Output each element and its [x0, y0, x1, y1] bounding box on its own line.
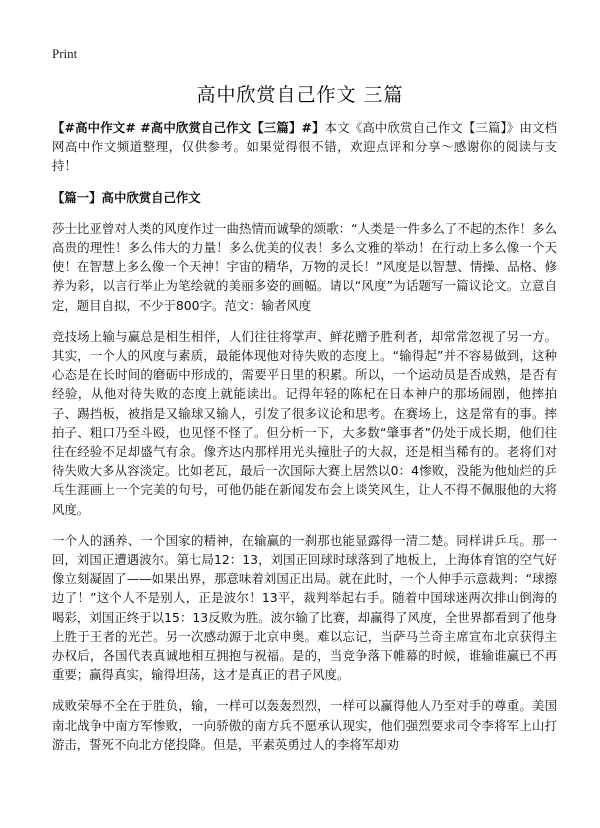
- intro-tags: 【#高中作文# #高中欣赏自己作文【三篇】#】: [52, 120, 325, 135]
- intro-paragraph: [52, 118, 557, 176]
- intro-text: 本文《高中欣赏自己作文【三篇】》由文档网高中作文频道整理，仅供参考。如果觉得很不错，欢迎点评和分享～感谢你的阅读与支持！: [52, 120, 557, 174]
- document-title: 高中欣赏自己作文 三篇: [196, 84, 404, 106]
- print-label[interactable]: Print: [52, 46, 78, 61]
- body-paragraph-2: 竞技场上输与赢总是相生相伴，人们往往将掌声、鲜花赠予胜利者，却常常忽视了另一方。其实，一个人的风度与素质，最能体现他对待失败的态度上。“输得起”并不容易做到，这种心态是在长时间的磨砺中形成的，需要平日里的积累。所以，一个运动员是否成熟，是否有经验，从他对待失败的态度上就能读出。记得年轻的陈杞在日本神户的那场闹剧，他摔拍子、踢挡板，被指是又输球又输人，引发了很多议论和思考。在赛场上，这是常有的事。摔拍子、粗口乃至斗殴，也见怪不怪了。但分析一下，大多数“肇事者”仍处于成长期，他们往往在经验不足却盛气有余。像齐达内那样用光头撞肚子的大叔，还是相当稀有的。老将们对待失败大多从容淡定。比如老瓦，最后一次国际大赛上居然以0：4惨败，没能为他灿烂的乒乓生涯画上一个完美的句号，可他仍能在新闻发布会上谈笑风生，让人不得不佩服他的大将风度。: [52, 328, 557, 517]
- body-paragraph-1: 莎士比亚曾对人类的风度作过一曲热情而诚挚的颂歌：“人类是一件多么了不起的杰作！多么高贵的理性！多么伟大的力量！多么优美的仪表！多么文雅的举动！在行动上多么像一个天使！在智慧上多么像一个天神！宇宙的精华，万物的灵长！”风度是以智慧、情操、品格、修养为彩，以言行举止为笔绘就的美丽多姿的画幅。请以“风度”为话题写一篇议论文。立意自定，题目自拟，不少于800字。范文：输者风度: [52, 220, 557, 313]
- section-heading: 【篇一】高中欣赏自己作文: [52, 189, 201, 205]
- document-body: [52, 118, 557, 766]
- body-paragraph-3: 一个人的涵养、一个国家的精神，在输赢的一刹那也能显露得一清二楚。同样讲乒乓。那一回，刘国正遭遇波尔。第七局12：13，刘国正回球时球落到了地板上，上海体育馆的空气好像立刻凝固了——如果出界，那意味着刘国正出局。就在此时，一个人伸手示意裁判：“球擦边了！”这个人不是别人，正是波尔！13平，裁判举起右手。随着中国球迷两次排山倒海的喝彩，刘国正终于以15：13反败为胜。波尔输了比赛，却赢得了风度，全世界都看到了他身上胜于王者的光芒。另一次感动源于北京申奥。难以忘记，当萨马兰奇主席宣布北京获得主办权后，各国代表真诚地相互拥抱与祝福。是的，当竞争落下帷幕的时候，谁输谁赢已不再重要；赢得真实，输得坦荡，这才是真正的君子风度。: [52, 532, 557, 683]
- body-paragraph-4: 成败荣辱不全在于胜负，输，一样可以轰轰烈烈，一样可以赢得他人乃至对手的尊重。美国南北战争中南方军惨败，一向骄傲的南方兵不愿承认现实，他们强烈要求司令李将军上山打游击，誓死不向北方佬投降。但是，平素英勇过人的李将军却劝: [52, 698, 557, 752]
